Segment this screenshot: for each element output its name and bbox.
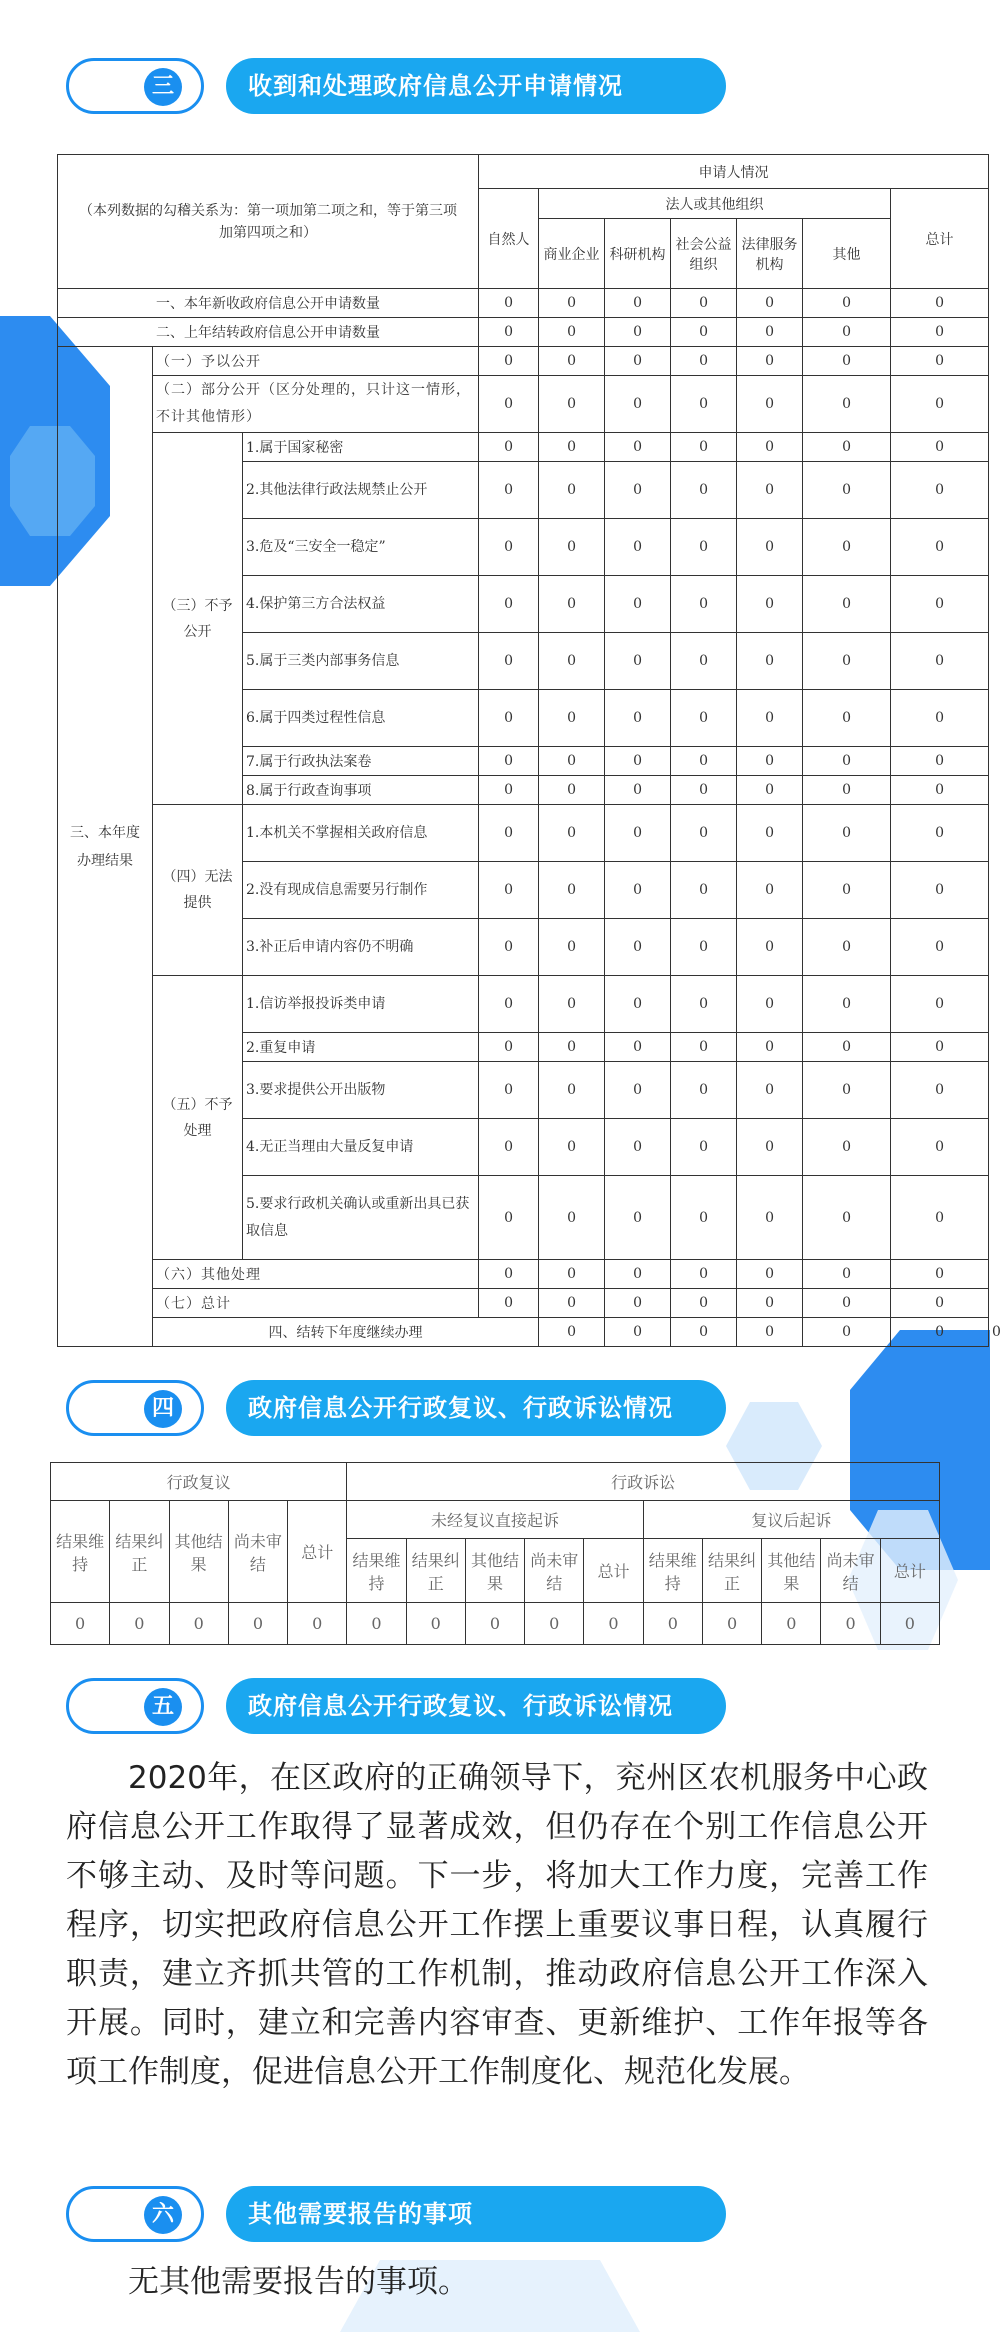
value-cell: 0 xyxy=(891,376,989,433)
value-cell: 0 xyxy=(737,919,803,976)
value-cell: 0 xyxy=(605,318,671,347)
value-cell: 0 xyxy=(737,747,803,776)
value-cell: 0 xyxy=(803,690,891,747)
row-label: 6.属于四类过程性信息 xyxy=(243,690,479,747)
value-cell: 0 xyxy=(737,376,803,433)
value-cell: 0 xyxy=(479,633,539,690)
value-cell: 0 xyxy=(803,1119,891,1176)
value-cell: 0 xyxy=(605,376,671,433)
value-cell: 0 xyxy=(737,1033,803,1062)
value-cell: 0 xyxy=(479,776,539,805)
row-label: 四、结转下年度继续办理 xyxy=(153,1318,539,1347)
natural-person-header: 自然人 xyxy=(479,189,539,289)
value-cell: 0 xyxy=(479,376,539,433)
value-cell: 0 xyxy=(891,1318,989,1347)
section-6-header xyxy=(66,2186,726,2242)
value-cell: 0 xyxy=(479,576,539,633)
value-cell: 0 xyxy=(539,776,605,805)
section-number-pill xyxy=(66,1380,204,1436)
value-cell: 0 xyxy=(605,1260,671,1289)
section-number: 六 xyxy=(144,2196,182,2234)
value-cell: 0 xyxy=(584,1603,643,1645)
value-cell: 0 xyxy=(737,633,803,690)
section-number: 四 xyxy=(144,1390,182,1428)
value-cell: 0 xyxy=(539,576,605,633)
value-cell: 0 xyxy=(605,976,671,1033)
col-header: 其他结果 xyxy=(762,1539,821,1603)
value-cell: 0 xyxy=(479,289,539,318)
col-header: 结果纠正 xyxy=(406,1539,465,1603)
col-header: 其他结果 xyxy=(169,1501,228,1603)
value-cell: 0 xyxy=(737,1062,803,1119)
row-label: 3.要求提供公开出版物 xyxy=(243,1062,479,1119)
value-cell: 0 xyxy=(539,805,605,862)
row-label: （二）部分公开（区分处理的，只计这一情形，不计其他情形） xyxy=(153,376,479,433)
group-label: （三）不予公开 xyxy=(153,433,243,805)
value-cell: 0 xyxy=(803,1176,891,1260)
value-cell: 0 xyxy=(605,1033,671,1062)
value-cell: 0 xyxy=(891,1260,989,1289)
value-cell: 0 xyxy=(671,862,737,919)
value-cell: 0 xyxy=(605,919,671,976)
value-cell: 0 xyxy=(465,1603,524,1645)
row-label: 1.属于国家秘密 xyxy=(243,433,479,462)
value-cell: 0 xyxy=(605,289,671,318)
row-label: （一）予以公开 xyxy=(153,347,479,376)
row-label: 一、本年新收政府信息公开申请数量 xyxy=(58,289,479,318)
value-cell: 0 xyxy=(671,318,737,347)
value-cell: 0 xyxy=(737,690,803,747)
col-header: 科研机构 xyxy=(605,219,671,289)
value-cell: 0 xyxy=(891,747,989,776)
value-cell: 0 xyxy=(671,1119,737,1176)
value-cell: 0 xyxy=(891,433,989,462)
value-cell: 0 xyxy=(891,347,989,376)
value-cell: 0 xyxy=(803,1260,891,1289)
value-cell: 0 xyxy=(737,805,803,862)
value-cell: 0 xyxy=(671,747,737,776)
row-label: 二、上年结转政府信息公开申请数量 xyxy=(58,318,479,347)
value-cell: 0 xyxy=(880,1603,939,1645)
section-number-pill xyxy=(66,58,204,114)
value-cell: 0 xyxy=(891,919,989,976)
value-cell: 0 xyxy=(891,289,989,318)
value-cell: 0 xyxy=(803,318,891,347)
value-cell: 0 xyxy=(539,1289,605,1318)
value-cell: 0 xyxy=(891,576,989,633)
result-group-label: 三、本年度办理结果 xyxy=(58,347,153,1347)
value-cell: 0 xyxy=(803,519,891,576)
value-cell: 0 xyxy=(539,919,605,976)
col-header: 其他结果 xyxy=(465,1539,524,1603)
value-cell: 0 xyxy=(539,519,605,576)
section-number-pill xyxy=(66,1678,204,1734)
value-cell: 0 xyxy=(737,976,803,1033)
value-cell: 0 xyxy=(891,690,989,747)
value-cell: 0 xyxy=(479,1289,539,1318)
value-cell: 0 xyxy=(479,433,539,462)
row-label: （七）总计 xyxy=(153,1289,479,1318)
value-cell: 0 xyxy=(702,1603,761,1645)
value-cell: 0 xyxy=(671,576,737,633)
value-cell: 0 xyxy=(479,462,539,519)
value-cell: 0 xyxy=(891,1033,989,1062)
row-label: 8.属于行政查询事项 xyxy=(243,776,479,805)
value-cell: 0 xyxy=(347,1603,406,1645)
value-cell: 0 xyxy=(671,1318,737,1347)
value-cell: 0 xyxy=(803,919,891,976)
section-title: 政府信息公开行政复议、行政诉讼情况 xyxy=(226,1380,726,1436)
group-label: （四）无法提供 xyxy=(153,805,243,976)
section-3-header xyxy=(66,58,726,114)
col-header: 总计 xyxy=(288,1501,347,1603)
col-header: 社会公益组织 xyxy=(671,219,737,289)
value-cell: 0 xyxy=(891,1289,989,1318)
value-cell: 0 xyxy=(671,1289,737,1318)
value-cell: 0 xyxy=(479,747,539,776)
value-cell: 0 xyxy=(479,1119,539,1176)
value-cell: 0 xyxy=(803,289,891,318)
value-cell: 0 xyxy=(803,462,891,519)
col-header: 总计 xyxy=(880,1539,939,1603)
value-cell: 0 xyxy=(539,1119,605,1176)
value-cell: 0 xyxy=(821,1603,880,1645)
value-cell: 0 xyxy=(539,1033,605,1062)
col-header: 结果维持 xyxy=(51,1501,110,1603)
value-cell: 0 xyxy=(671,462,737,519)
row-label: 2.重复申请 xyxy=(243,1033,479,1062)
value-cell: 0 xyxy=(539,862,605,919)
after-review-header: 复议后起诉 xyxy=(643,1501,939,1539)
row-label: 1.信访举报投诉类申请 xyxy=(243,976,479,1033)
value-cell: 0 xyxy=(737,776,803,805)
value-cell: 0 xyxy=(891,805,989,862)
value-cell: 0 xyxy=(605,690,671,747)
row-label: 5.要求行政机关确认或重新出具已获取信息 xyxy=(243,1176,479,1260)
value-cell: 0 xyxy=(671,1062,737,1119)
value-cell: 0 xyxy=(539,1318,605,1347)
value-cell: 0 xyxy=(479,690,539,747)
value-cell: 0 xyxy=(891,519,989,576)
value-cell: 0 xyxy=(891,1176,989,1260)
value-cell: 0 xyxy=(803,976,891,1033)
group-label: （五）不予处理 xyxy=(153,976,243,1260)
value-cell: 0 xyxy=(803,776,891,805)
col-header: 其他 xyxy=(803,219,891,289)
value-cell: 0 xyxy=(110,1603,169,1645)
col-header: 结果纠正 xyxy=(702,1539,761,1603)
value-cell: 0 xyxy=(803,1318,891,1347)
value-cell: 0 xyxy=(671,1176,737,1260)
value-cell: 0 xyxy=(737,318,803,347)
section-title: 收到和处理政府信息公开申请情况 xyxy=(226,58,726,114)
value-cell: 0 xyxy=(605,1289,671,1318)
value-cell: 0 xyxy=(891,462,989,519)
value-cell: 0 xyxy=(406,1603,465,1645)
value-cell: 0 xyxy=(605,462,671,519)
value-cell: 0 xyxy=(539,690,605,747)
value-cell: 0 xyxy=(605,519,671,576)
value-cell: 0 xyxy=(479,519,539,576)
value-cell: 0 xyxy=(737,1318,803,1347)
value-cell: 0 xyxy=(737,1260,803,1289)
value-cell: 0 xyxy=(479,805,539,862)
value-cell: 0 xyxy=(671,1260,737,1289)
value-cell: 0 xyxy=(479,1176,539,1260)
value-cell: 0 xyxy=(539,376,605,433)
row-label: 3.危及“三安全一稳定” xyxy=(243,519,479,576)
value-cell: 0 xyxy=(605,1062,671,1119)
value-cell: 0 xyxy=(671,776,737,805)
value-cell: 0 xyxy=(737,347,803,376)
value-cell: 0 xyxy=(479,862,539,919)
value-cell: 0 xyxy=(479,318,539,347)
value-cell: 0 xyxy=(605,1318,671,1347)
col-header: 尚未审结 xyxy=(228,1501,287,1603)
value-cell: 0 xyxy=(803,433,891,462)
section-5-header xyxy=(66,1678,726,1734)
value-cell: 0 xyxy=(671,690,737,747)
value-cell: 0 xyxy=(803,805,891,862)
col-header: 尚未审结 xyxy=(525,1539,584,1603)
value-cell: 0 xyxy=(803,633,891,690)
section-title: 政府信息公开行政复议、行政诉讼情况 xyxy=(226,1678,726,1734)
row-label: 2.其他法律行政法规禁止公开 xyxy=(243,462,479,519)
value-cell: 0 xyxy=(803,747,891,776)
col-header: 结果维持 xyxy=(347,1539,406,1603)
value-cell: 0 xyxy=(671,376,737,433)
value-cell: 0 xyxy=(605,776,671,805)
value-cell: 0 xyxy=(671,519,737,576)
value-cell: 0 xyxy=(605,576,671,633)
value-cell: 0 xyxy=(605,433,671,462)
value-cell: 0 xyxy=(803,1033,891,1062)
value-cell: 0 xyxy=(228,1603,287,1645)
value-cell: 0 xyxy=(539,433,605,462)
value-cell: 0 xyxy=(605,633,671,690)
summary-paragraph: 2020年，在区政府的正确领导下，兖州区农机服务中心政府信息公开工作取得了显著成效，但仍存在个别工作信息公开不够主动、及时等问题。下一步，将加大工作力度，完善工作程序，切实把政府信息公开工作摆上重要议事日程，认真履行职责，建立齐抓共管的工作机制，推动政府信息公开工作深入开展。同时，建立和完善内容审查、更新维护、工作年报等各项工作制度，促进信息公开工作制度化、规范化发展。 xyxy=(66,1760,928,2090)
value-cell: 0 xyxy=(737,519,803,576)
value-cell: 0 xyxy=(891,862,989,919)
value-cell: 0 xyxy=(737,462,803,519)
value-cell: 0 xyxy=(671,347,737,376)
row-label: 1.本机关不掌握相关政府信息 xyxy=(243,805,479,862)
value-cell: 0 xyxy=(671,976,737,1033)
row-label: 4.保护第三方合法权益 xyxy=(243,576,479,633)
review-litigation-table xyxy=(50,1462,940,1645)
value-cell: 0 xyxy=(737,1176,803,1260)
value-cell: 0 xyxy=(891,976,989,1033)
row-label: 2.没有现成信息需要另行制作 xyxy=(243,862,479,919)
value-cell: 0 xyxy=(605,1119,671,1176)
col-header: 法律服务机构 xyxy=(737,219,803,289)
value-cell: 0 xyxy=(605,747,671,776)
applicant-header: 申请人情况 xyxy=(479,155,989,189)
value-cell: 0 xyxy=(737,1289,803,1318)
value-cell: 0 xyxy=(605,805,671,862)
value-cell: 0 xyxy=(539,1260,605,1289)
value-cell: 0 xyxy=(539,1176,605,1260)
value-cell: 0 xyxy=(539,347,605,376)
direct-suit-header: 未经复议直接起诉 xyxy=(347,1501,643,1539)
col-header: 总计 xyxy=(584,1539,643,1603)
col-header: 尚未审结 xyxy=(821,1539,880,1603)
value-cell: 0 xyxy=(737,862,803,919)
value-cell: 0 xyxy=(288,1603,347,1645)
row-label: 3.补正后申请内容仍不明确 xyxy=(243,919,479,976)
value-cell: 0 xyxy=(479,1260,539,1289)
value-cell: 0 xyxy=(737,289,803,318)
value-cell: 0 xyxy=(605,862,671,919)
section-number-pill xyxy=(66,2186,204,2242)
value-cell: 0 xyxy=(803,862,891,919)
value-cell: 0 xyxy=(539,747,605,776)
litigation-header: 行政诉讼 xyxy=(347,1463,940,1501)
value-cell: 0 xyxy=(671,289,737,318)
col-header: 结果维持 xyxy=(643,1539,702,1603)
value-cell: 0 xyxy=(803,576,891,633)
value-cell: 0 xyxy=(891,1119,989,1176)
value-cell: 0 xyxy=(737,576,803,633)
application-statistics-table: （本列数据的勾稽关系为：第一项加第二项之和，等于第三项加第四项之和） 申请人情况 自然人 法人或其他组织 总计 商业企业 科研机构 社会公益组织 法律服务机构 其他 一、本年新收政府信息公开申请数量 0 0 0 0 0 0 0 二、上年结转政府信息公开申请数量 0 0 0 0 0 0 0 三、本年度办理结果 （一）予以公开 0 0 0 0 0 0 0 （二）部分公开（区分处理的，只计这一情形，不计其他情形） 0 0 0 0 0 0 0 （三）不予公开 1.属于国家秘密 0 0 0 0 0 0 0 2.其他法律行政法规禁止公开 0 0 0 0 0 0 0 3.危及“三安全一稳定” 0 0 0 0 0 0 0 4.保护第三方合法权益 0 0 0 0 0 0 0 5.属于三类内部事务信息 0 0 0 0 0 0 0 6.属于四类过程性信息 0 0 0 0 0 0 0 7.属于行政执法案卷 0 0 0 0 0 0 0 8.属于行政查询事项 0 0 0 0 0 0 0 （四）无法提供 1.本机关不掌握相关政府信息 0 0 0 0 0 0 0 2.没有现成信息需要另行制作 0 0 0 0 0 0 0 3.补正后申请内容仍不明确 0 0 0 0 0 0 0 （五）不予处理 1.信访举报投诉类申请 0 0 0 0 0 0 0 2.重复申请 0 0 0 0 0 0 0 3.要求提供公开出版物 0 0 0 0 0 0 0 4.无正当理由大量反复申请 0 0 0 0 0 0 0 5.要求行政机关确认或重新出具已获取信息 0 0 0 0 0 0 0 （六）其他处理 0 0 0 0 0 0 0 （七）总计 0 0 0 0 0 0 0 四、结转下年度继续办理 0 0 0 0 0 0 0 xyxy=(57,154,989,1347)
value-cell: 0 xyxy=(169,1603,228,1645)
value-cell: 0 xyxy=(762,1603,821,1645)
value-cell: 0 xyxy=(539,462,605,519)
value-cell: 0 xyxy=(539,1062,605,1119)
reconsideration-header: 行政复议 xyxy=(51,1463,347,1501)
value-cell: 0 xyxy=(605,1176,671,1260)
value-cell: 0 xyxy=(643,1603,702,1645)
value-cell: 0 xyxy=(891,776,989,805)
row-label: 7.属于行政执法案卷 xyxy=(243,747,479,776)
value-cell: 0 xyxy=(539,318,605,347)
value-cell: 0 xyxy=(803,347,891,376)
value-cell: 0 xyxy=(479,919,539,976)
value-cell: 0 xyxy=(737,1119,803,1176)
other-matters-text: 无其他需要报告的事项。 xyxy=(128,2264,469,2300)
section-title: 其他需要报告的事项 xyxy=(226,2186,726,2242)
value-cell: 0 xyxy=(479,1062,539,1119)
value-cell: 0 xyxy=(671,805,737,862)
value-cell: 0 xyxy=(891,1062,989,1119)
value-cell: 0 xyxy=(479,347,539,376)
value-cell: 0 xyxy=(525,1603,584,1645)
value-cell: 0 xyxy=(891,318,989,347)
value-cell: 0 xyxy=(803,376,891,433)
row-label: （六）其他处理 xyxy=(153,1260,479,1289)
value-cell: 0 xyxy=(737,433,803,462)
value-cell: 0 xyxy=(51,1603,110,1645)
value-cell: 0 xyxy=(671,633,737,690)
value-cell: 0 xyxy=(539,289,605,318)
value-cell: 0 xyxy=(803,1289,891,1318)
value-cell: 0 xyxy=(891,633,989,690)
value-cell: 0 xyxy=(539,976,605,1033)
value-cell: 0 xyxy=(671,1033,737,1062)
value-cell: 0 xyxy=(803,1062,891,1119)
row-label: 5.属于三类内部事务信息 xyxy=(243,633,479,690)
value-cell: 0 xyxy=(539,633,605,690)
table-note: （本列数据的勾稽关系为：第一项加第二项之和，等于第三项加第四项之和） xyxy=(58,155,479,289)
value-cell: 0 xyxy=(605,347,671,376)
section-number: 五 xyxy=(144,1688,182,1726)
col-header: 结果纠正 xyxy=(110,1501,169,1603)
value-cell: 0 xyxy=(671,433,737,462)
value-cell: 0 xyxy=(479,1033,539,1062)
row-label: 4.无正当理由大量反复申请 xyxy=(243,1119,479,1176)
col-header: 商业企业 xyxy=(539,219,605,289)
value-cell: 0 xyxy=(479,976,539,1033)
total-header: 总计 xyxy=(891,189,989,289)
legal-org-header: 法人或其他组织 xyxy=(539,189,891,219)
section-4-header xyxy=(66,1380,726,1436)
section-number: 三 xyxy=(144,68,182,106)
value-cell: 0 xyxy=(671,919,737,976)
